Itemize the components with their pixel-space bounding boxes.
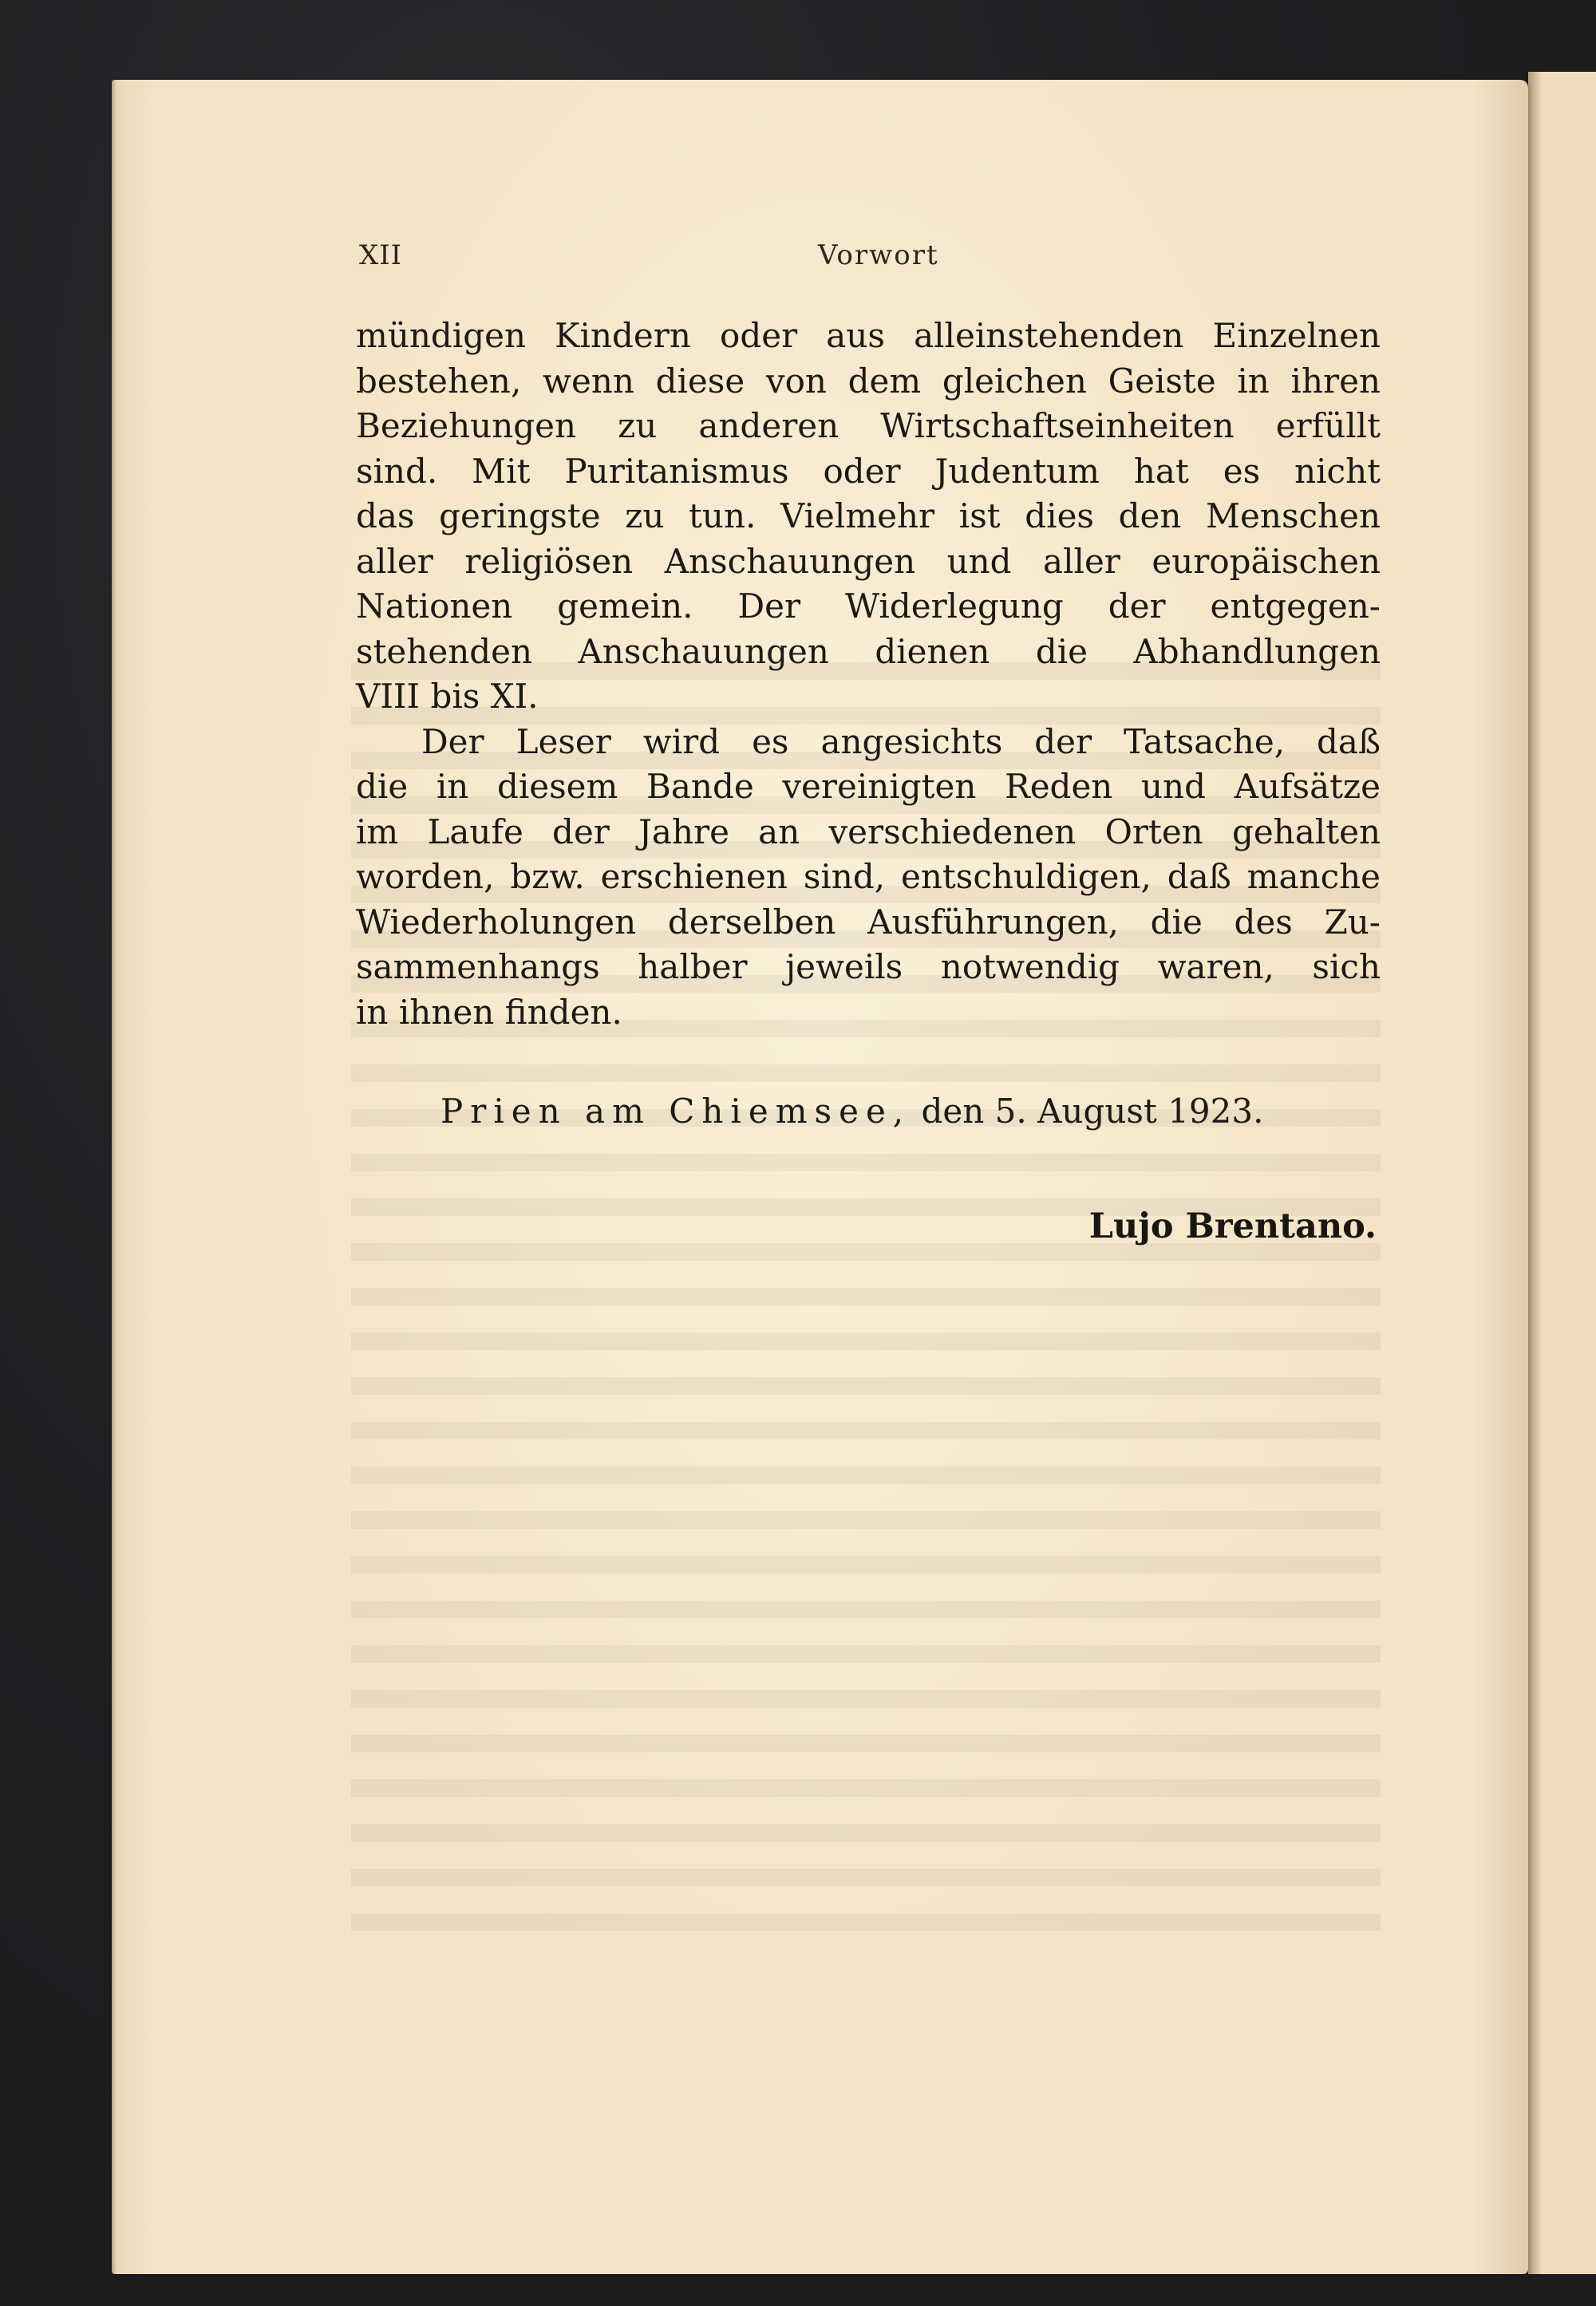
page-header [359, 239, 1381, 279]
text-line: worden, bzw. erschienen sind, entschuldigen, daß manche [356, 857, 1381, 896]
text-line: Wiederholungen derselben Ausführungen, die des Zu- [356, 902, 1381, 942]
date: den 5. August 1923. [921, 1092, 1264, 1131]
page-number: XII [359, 239, 403, 271]
text-line: bestehen, wenn diese von dem gleichen Geiste in ihren [356, 361, 1381, 401]
text-line: im Laufe der Jahre an verschiedenen Orten gehalten [356, 811, 1381, 851]
text-line: aller religiösen Anschauungen und aller europäischen [356, 541, 1381, 581]
body-text [356, 314, 1381, 1035]
paragraph-2 [356, 720, 1381, 1036]
text-line: sammenhangs halber jeweils notwendig waren, sich [356, 947, 1381, 986]
place: Prien am Chiemsee, [440, 1092, 911, 1131]
text-line: in ihnen finden. [356, 992, 622, 1032]
running-title: Vorwort [818, 239, 939, 271]
text-line: stehenden Anschauungen dienen die Abhandlungen [356, 631, 1381, 671]
place-and-date [440, 1092, 1326, 1131]
text-line: mündigen Kindern oder aus alleinstehenden Einzelnen [356, 316, 1381, 355]
text-line: Nationen gemein. Der Widerlegung der entgegen- [356, 586, 1381, 626]
text-line: die in diesem Bande vereinigten Reden und Aufsätze [356, 767, 1381, 806]
adjacent-page-edge [1528, 72, 1596, 2274]
paragraph-1 [356, 314, 1381, 720]
text-line: sind. Mit Puritanismus oder Judentum hat es nicht [356, 451, 1381, 491]
text-line: Der Leser wird es angesichts der Tatsache, daß [421, 721, 1381, 761]
text-line: das geringste zu tun. Vielmehr ist dies den Menschen [356, 496, 1381, 535]
text-line: Beziehungen zu anderen Wirtschaftseinheiten erfüllt [356, 406, 1381, 445]
author-signature: Lujo Brentano. [1088, 1206, 1377, 1246]
text-line: VIII bis XI. [356, 677, 539, 716]
